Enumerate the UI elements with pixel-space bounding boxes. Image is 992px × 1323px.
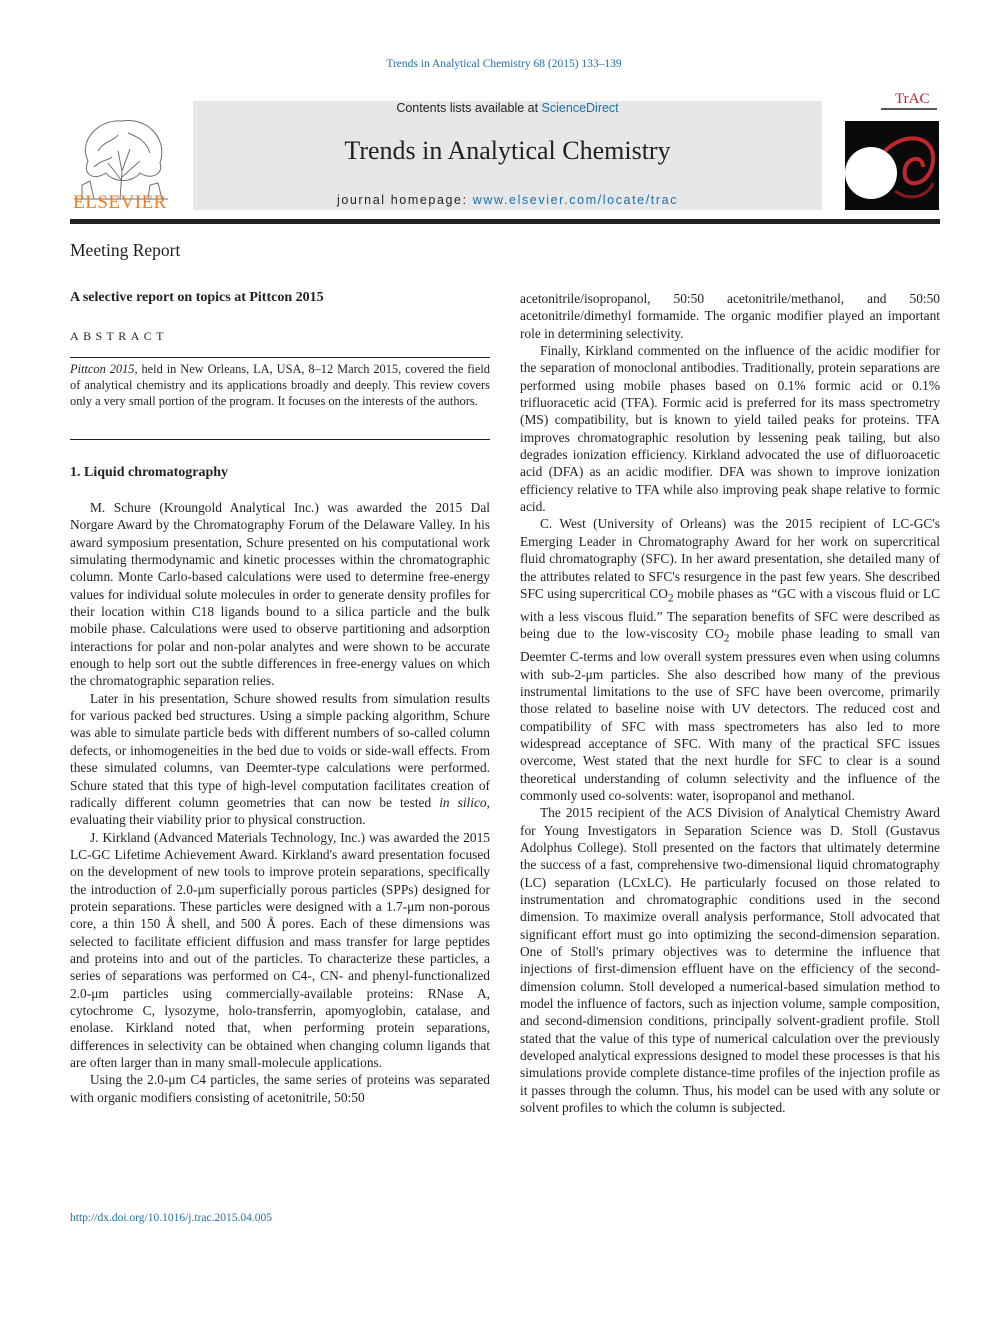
abstract-divider-top (70, 357, 490, 358)
homepage-prefix: journal homepage: (336, 193, 473, 207)
journal-title: Trends in Analytical Chemistry (344, 136, 671, 165)
paragraph-text: , evaluating their viability prior to physical construction. (70, 794, 490, 828)
paragraph (70, 690, 490, 829)
paragraph: The 2015 recipient of the ACS Division of Analytical Chemistry Award for Young Investigators in Separation Science was D. Stoll (Gustavus Adolphus College). Stoll presented on the factors that ultimately determine the success of a fast, comprehensive two-dimensional liquid chromatography (LC) separation (LCxLC). He particularly focused on those related to instrumentation and chromatographic conditions used in the second dimension. To maximize overall analysis performance, Stoll advocated that significant effort must go into optimizing the second-dimension separation. One of Stoll's primary objectives was to determine the influence that injections of first-dimension effluent have on the efficiency of the second-dimension column. Stoll developed a numerical-based simulation method to model the influence of factors, such as injection volume, sample composition, and second-dimension conditions, principally solvent-gradient profile. Stoll stated that the value of this type of numerical calculation over the previously developed analytical expressions designed to model these processes is that his simulations provide complete distance-time profiles of the injection profile as it passes through the column. Thus, his model can be used with any solute or solvent profiles to which the column is subjected. (520, 805, 940, 1116)
cover-title: TrAC (895, 91, 930, 107)
journal-homepage-link[interactable]: www.elsevier.com/locate/trac (472, 193, 679, 207)
paragraph (520, 515, 940, 804)
paragraph: acetonitrile/isopropanol, 50:50 acetonitrile/methanol, and 50:50 acetonitrile/dimethyl formamide. The organic modifier played an important role in determining selectivity. (520, 291, 940, 341)
paragraph-text: mobile phases as “GC with a viscous fluid or LC with a less viscous fluid.” The separation benefits of SFC were described as being due to the low-viscosity CO (520, 585, 941, 642)
abstract-body: , held in New Orleans, LA, USA, 8–12 March 2015, covered the field of analytical chemistry and its applications broadly and deeply. This review covers only a very small portion of the program. It focuses on the interests of the authors. (70, 362, 490, 409)
header-rule (70, 219, 940, 224)
article-section-type: Meeting Report (70, 240, 181, 260)
subscript: 2 (723, 632, 730, 645)
body-column-right (520, 290, 940, 1117)
article-title: A selective report on topics at Pittcon 2015 (70, 290, 324, 305)
paragraph: M. Schure (Kroungold Analytical Inc.) was awarded the 2015 Dal Norgare Award by the Chromatography Forum of the Delaware Valley. In his award symposium presentation, Schure presented on his computational work simulating thermodynamic and kinetic processes within the chromatographic column. Monte Carlo-based calculations were used to determine free-energy values for individual solute molecules in order to generate density profiles for their location within C18 ligands bound to a silica particle and the bulk mobile phase. Calculations were used to observe partitioning and adsorption interactions for polar and non-polar analytes and were shown to be accurate enough to help sort out the subtle differences in free-energy values on which the chromatographic separation relies. (70, 500, 490, 689)
abstract-heading: ABSTRACT (70, 329, 168, 343)
abstract-text (70, 361, 490, 410)
paragraph: Finally, Kirkland commented on the influence of the acidic modifier for the separation of monoclonal antibodies. Traditionally, protein separations are performed using mobile phases based on 0.1% formic acid or 0.1% trifluoracetic acid (TFA). Formic acid is preferred for its mass spectrometry (MS) compatibility, but is known to yield tailed peaks for proteins. TFA improves chromatographic resolution by lessening peak tailing, but also degrades ionization efficiency. Kirkland advocated the use of difluoroacetic acid (DFA) as an acidic modifier. DFA was shown to improve ionization efficiency relative to TFA while also improving peak shape relative to formic acid. (520, 343, 940, 515)
journal-citation-link[interactable]: Trends in Analytical Chemistry 68 (2015) 133–139 (386, 58, 622, 70)
cover-artwork (845, 91, 939, 210)
subscript: 2 (667, 592, 674, 605)
paragraph-text: C. West (University of Orleans) was the 2015 recipient of LC-GC's Emerging Leader in Chromatography Award for her work on supercritical fluid chromatography (SFC). In her award presentation, she detailed many of the attributes related to SFC's resurgence in the past few years. She described SFC using supercritical CO (520, 516, 940, 601)
section-heading: 1. Liquid chromatography (70, 465, 229, 480)
publisher-logo-text: ELSEVIER (73, 192, 167, 213)
contents-prefix: Contents lists available at (396, 101, 542, 115)
paragraph-italic: in silico (439, 794, 487, 810)
body-column-left (70, 499, 490, 1106)
journal-cover-icon[interactable] (845, 91, 939, 210)
paragraph: J. Kirkland (Advanced Materials Technology, Inc.) was awarded the 2015 LC-GC Lifetime Achievement Award. Kirkland's award presentation focused on the development of new tools to improve protein separations, specifically the introduction of 2.0-μm superficially porous particles (SPPs) designed for protein separations. These particles were designed with a 1.7-μm non-porous core, a thin 150 Å shell, and 500 Å pores. Each of these dimensions was selected to facilitate efficient diffusion and mass transfer for large peptides and proteins into and out of the particles. To characterize these particles, a series of separations was performed on C4-, CN- and phenyl-functionalized 2.0-μm particles using commercially-available proteins: RNase A, cytochrome C, lysozyme, holo-transferrin, apomyoglobin, catalase, and enolase. Kirkland noted that, when performing protein separations, differences in selectivity can be obtained when changing column ligands that are often larger than in many small-molecule applications. (70, 829, 490, 1070)
paragraph: Using the 2.0-μm C4 particles, the same series of proteins was separated with organic modifiers consisting of acetonitrile, 50:50 (70, 1072, 490, 1105)
doi-link[interactable]: http://dx.doi.org/10.1016/j.trac.2015.04.005 (70, 1212, 272, 1224)
abstract-divider-bottom (70, 439, 490, 440)
abstract-lead: Pittcon 2015 (70, 362, 135, 376)
homepage-line (193, 193, 822, 207)
paragraph-text: Later in his presentation, Schure showed results from simulation results for various packed bed structures. Using a simple packing algorithm, Schure was able to simulate particle beds with different numbers of so-called column defects, or inhomogeneities in the bed due to voids or side-wall effects. From these simulated columns, van Deemter-type calculations were performed. Schure stated that this type of high-level computation facilitates creation of radically different column geometries that can now be tested (70, 690, 490, 810)
paragraph-text: mobile phase leading to small van Deemter C-terms and low overall system pressures even when using columns with sub-2-μm particles. She also described how many of the previous instrumental limitations to the use of SFC have been overcome, primarily those related to baseline noise with UV detectors. The reduced cost and compatibility of SFC with mass spectrometers has also led to more widespread acceptance of SFC. With many of the practical SFC issues overcome, West stated that the next hurdle for SFC to clear is a sound theoretical understanding of column selectivity and the influence of the commonly used co-solvents: water, isopropanol and methanol. (520, 626, 940, 803)
sciencedirect-link[interactable]: ScienceDirect (541, 101, 619, 115)
contents-line (193, 101, 822, 115)
